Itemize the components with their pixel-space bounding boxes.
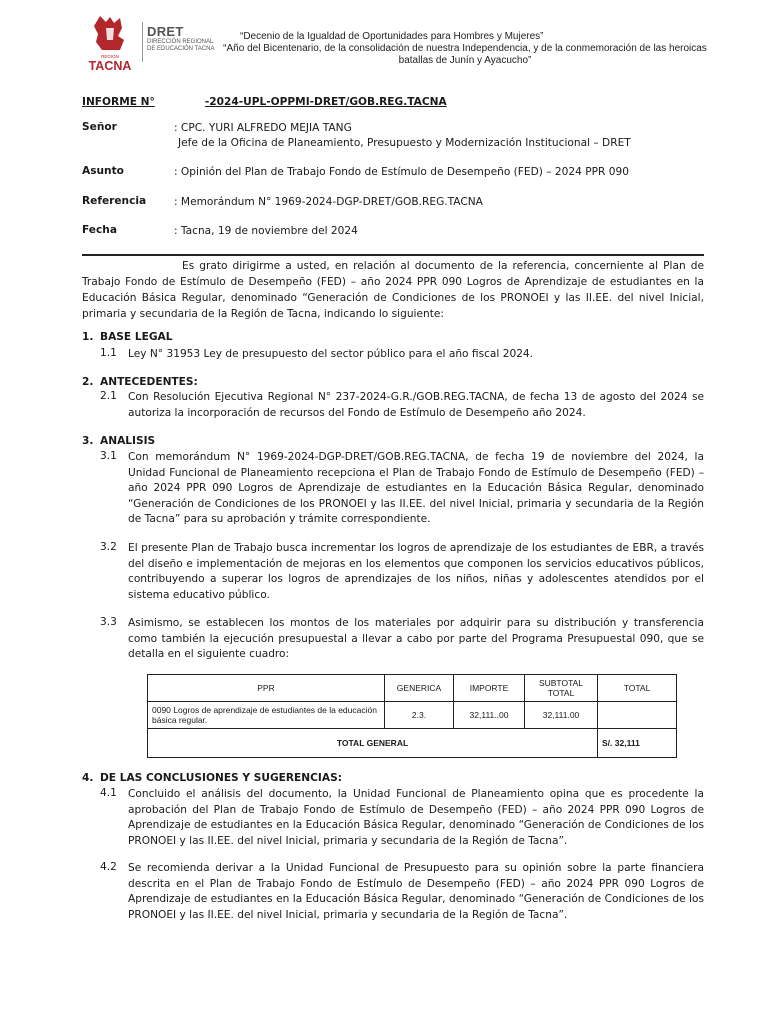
th-generica: GENERICA [385, 675, 454, 702]
quote-decade: “Decenio de la Igualdad de Oportunidades para Hombres y Mujeres” [240, 31, 544, 42]
section-3-title: 3. ANALISIS [82, 435, 156, 447]
intro-text: Es grato dirigirme a usted, en relación al documento de la referencia, concerniente al Plan de Trabajo Fondo de Estímulo de Desempeño (FED) – año 2024 PPR 090 Logros de Aprendizaje de estudiantes en la Educación Básica Regular, denominado “Generación de Condiciones de los PRONOEI y las II.EE. del nivel Inicial, primaria y secundaria de la Región de Tacna, indicando lo siguiente: [82, 260, 704, 320]
section-1-title: 1. BASE LEGAL [82, 331, 173, 343]
intro-paragraph [82, 258, 704, 322]
table-header-row [148, 675, 677, 702]
total-label: TOTAL GENERAL [148, 729, 598, 758]
header-rule [82, 254, 704, 256]
th-total: TOTAL [598, 675, 677, 702]
senor-role: Jefe de la Oficina de Planeamiento, Presupuesto y Modernización Institucional – DRET [178, 137, 631, 149]
logo-region-text: REGIÓN [101, 54, 119, 59]
senor-name: : CPC. YURI ALFREDO MEJIA TANG [174, 122, 352, 134]
asunto-value: : Opinión del Plan de Trabajo Fondo de Estímulo de Desempeño (FED) – 2024 PPR 090 [174, 166, 629, 178]
cell-ppr: 0090 Logros de aprendizaje de estudiantes de la educación básica regular. [148, 702, 385, 729]
total-value: S/. 32,111 [598, 729, 677, 758]
logo-name-text: TACNA [88, 59, 132, 72]
cell-subtotal: 32,111.00 [525, 702, 598, 729]
fecha-label: Fecha [82, 224, 117, 236]
section-4-title: 4. DE LAS CONCLUSIONES Y SUGERENCIAS: [82, 772, 342, 784]
th-importe: IMPORTE [454, 675, 525, 702]
section-2-title: 2. ANTECEDENTES: [82, 376, 198, 388]
fecha-value: : Tacna, 19 de noviembre del 2024 [174, 225, 358, 237]
budget-table [147, 674, 677, 758]
th-subtotal: SUBTOTAL TOTAL [525, 675, 598, 702]
informe-title [82, 96, 704, 108]
cell-importe: 32,111..00 [454, 702, 525, 729]
referencia-value: : Memorándum N° 1969-2024-DGP-DRET/GOB.REG.TACNA [174, 196, 483, 208]
dret-subtitle-1: DIRECCIÓN REGIONAL [147, 39, 214, 45]
cell-total [598, 702, 677, 729]
dret-subtitle-2: DE EDUCACIÓN TACNA [147, 46, 215, 52]
dret-title: DRET [147, 24, 184, 39]
tacna-logo [80, 14, 140, 72]
header-divider [142, 22, 143, 62]
informe-prefix: INFORME N° [82, 96, 155, 108]
asunto-label: Asunto [82, 165, 124, 177]
header-quotes [222, 31, 708, 67]
document-page: REGIÓN TACNA DRET DIRECCIÓN REGIONAL DE EDUCACIÓN TACNA “Decenio de la Igualdad de Oportunidades para Hombres y Mujeres” “Año del Bicentenario, de la consolidación de nuestra Independencia, y de la conmemoración de las heroicas batallas de Junín y Ayacucho” INFORME N° -2024-UPL-OPPMI-DRET/GOB.REG.TACNA Señor : CPC. YURI ALFREDO MEJIA TANG Jefe de la Oficina de Planeamiento, Presupuesto y Modernización Institucional – DRET Asunto : Opinión del Plan de Trabajo Fondo de Estímulo de Desempeño (FED) – 2024 PPR 090 Referencia : Memorándum N° 1969-2024-DGP-DRET/GOB.REG.TACNA Fecha : Tacna, 19 de noviembre del 2024 Es grato dirigirme a usted, en relación al documento de la referencia, concerniente al Plan de Trabajo Fondo de Estímulo de Desempeño (FED) – año 2024 PPR 090 Logros de Aprendizaje de estudiantes en la Educación Básica Regular, denominado “Generación de Condiciones de los PRONOEI y las II.EE. del nivel Inicial, primaria y secundaria de la Región de Tacna, indicando lo siguiente: 1. BASE LEGAL 1.1 Ley N° 31953 Ley de presupuesto del sector público para el año fiscal 2024. 2. ANTECEDENTES: 2.1 Con Resolución Ejecutiva Regional N° 237-2024-G.R./GOB.REG.TACNA, de fecha 13 de agosto del 2024 se autoriza la incorporación de recursos del Fondo de Estímulo de Desempeño año 2024. 3. ANALISIS 3.1 Con memorándum N° 1969-2024-DGP-DRET/GOB.REG.TACNA, de fecha 19 de noviembre del 2024, la Unidad Funcional de Planeamiento recepciona el Plan de Trabajo Fondo de Estímulo de Desempeño (FED) – año 2024 PPR 090 Logros de Aprendizaje de estudiantes en la Educación Básica Regular, denominado “Generación de Condiciones de los PRONOEI y las II.EE. del nivel Inicial, primaria y secundaria de la Región de Tacna” para su aprobación y trámite correspondiente. 3.2 El presente Plan de Trabajo busca incrementar los logros de aprendizaje de los estudiantes de EBR, a través del diseño e implementación de mejoras en los elementos que componen los servicios educativos públicos, contribuyendo a superar los logros de aprendizajes de los niños, niñas y adolescentes atendidos por el sistema educativo público. 3.3 Asimismo, se establecen los montos de los materiales por adquirir para su distribución y transferencia como también la ejecución presupuestal a llevar a cabo por parte del Programa Presupuestal 090, que se detalla en el siguiente cuadro: PPR GENERICA IMPORTE SUBTOTAL TOTAL TOTAL 0090 Logros de aprendizaje de estudiantes de la educación básica regular. 2.3. 32,111..00 32,111.00 TOTAL GENERAL S/. 32,111 4. DE LAS CONCLUSIONES Y SUGERENCIAS: 4.1 Concluido el análisis del documento, la Unidad Funcional de Planeamiento opina que es procedente la aprobación del Plan de Trabajo Fondo de Estímulo de Desempeño (FED) – año 2024 PPR 090 Logros de Aprendizaje de estudiantes en la Educación Básica Regular, denominado “Generación de Condiciones de los PRONOEI y las II.EE. del nivel Inicial, primaria y secundaria de la Región de Tacna”. 4.2 Se recomienda derivar a la Unidad Funcional de Presupuesto para su opinión sobre la parte financiera descrita en el Plan de Trabajo Fondo de Estímulo de Desempeño (FED) – año 2024 PPR 090 Logros de Aprendizaje de estudiantes en la Educación Básica Regular, denominado “Generación de Condiciones de los PRONOEI y las II.EE. del nivel Inicial, primaria y secundaria de la Región de Tacna”. [0, 0, 768, 1024]
table-row [148, 702, 677, 729]
table-total-row [148, 729, 677, 758]
informe-code: -2024-UPL-OPPMI-DRET/GOB.REG.TACNA [204, 96, 447, 108]
referencia-label: Referencia [82, 195, 147, 207]
quote-year: “Año del Bicentenario, de la consolidación de nuestra Independencia, y de la conmemoración de las heroicas batallas de Junín y Ayacucho” [223, 43, 707, 66]
senor-label: Señor [82, 121, 117, 133]
cell-generica: 2.3. [385, 702, 454, 729]
th-ppr: PPR [148, 675, 385, 702]
tacna-logo-icon [80, 14, 140, 72]
dret-block [147, 25, 217, 53]
